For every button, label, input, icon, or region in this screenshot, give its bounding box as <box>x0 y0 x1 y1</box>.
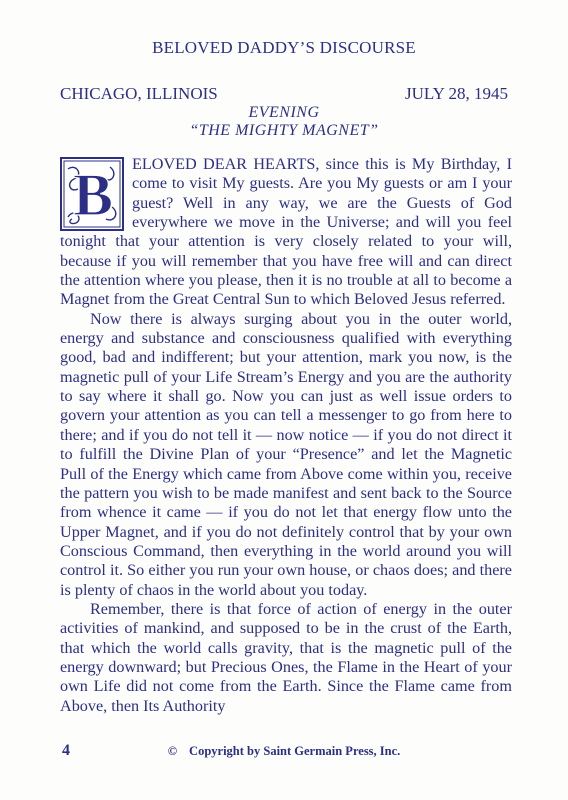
paragraph-3: Remember, there is that force of action of energy in the outer activities of mankind, and supposed to be in the crust of the Earth, that which the world calls gravity, that is the magnetic pull of the energy downward; but Precious Ones, the Flame in the Heart of your own Life did not come from the Earth. Since the Flame came from Above, then Its Authority <box>60 599 512 715</box>
date-line: JULY 28, 1945 <box>405 84 508 103</box>
svg-text:B: B <box>72 162 114 228</box>
discourse-title: BELOVED DADDY’S DISCOURSE <box>152 38 416 57</box>
copyright-text: Copyright by Saint Germain Press, Inc. <box>189 744 401 758</box>
ornate-initial-b-icon <box>60 157 124 231</box>
page-footer <box>0 742 568 762</box>
paragraph-1-text: ELOVED DEAR HEARTS, since this is My Birthday, I come to visit My guests. Are you My guests or am I your guest? Well in any way, we are the Guests of God everywhere we move in the Universe; and will you feel tonight that your attention is very closely related to your will, because if you will remember that you have free will and can direct the attention where you please, then it is no trouble at all to become a Magnet from the Great Central Sun to which Beloved Jesus referred. <box>60 155 512 309</box>
paragraph-1 <box>60 155 512 310</box>
session-subtitle: EVENING <box>248 104 320 121</box>
paragraph-2: Now there is always surging about you in the outer world, energy and substance and consciousness qualified with everything good, bad and indifferent; but your attention, mark you now, is the magnetic pull of your Life Stream’s Energy and you are the authority to say where it shall go. Now you can just as well issue orders to govern your attention as you can tell a messenger to go from here to there; and if you do not tell it — now notice — if you do not direct it to fulfill the Divine Plan of your “Presence” and let the Magnetic Pull of the Energy which came from Above come within you, receive the pattern you wish to be made manifest and sent back to the Source from whence it came — if you do not let that energy flow unto the Upper Magnet, and if you do not definitely control that by your own Conscious Command, then everything in the world around you will control it. So either you run your own house, or chaos does; and there is plenty of chaos in the world about you today. <box>60 309 512 599</box>
copyright-icon: © <box>167 744 178 758</box>
discourse-body <box>60 155 512 716</box>
discourse-subtitle: “THE MIGHTY MAGNET” <box>189 122 379 139</box>
copyright-notice <box>0 744 568 759</box>
page-number: 4 <box>62 742 70 759</box>
location-line: CHICAGO, ILLINOIS <box>60 84 218 103</box>
